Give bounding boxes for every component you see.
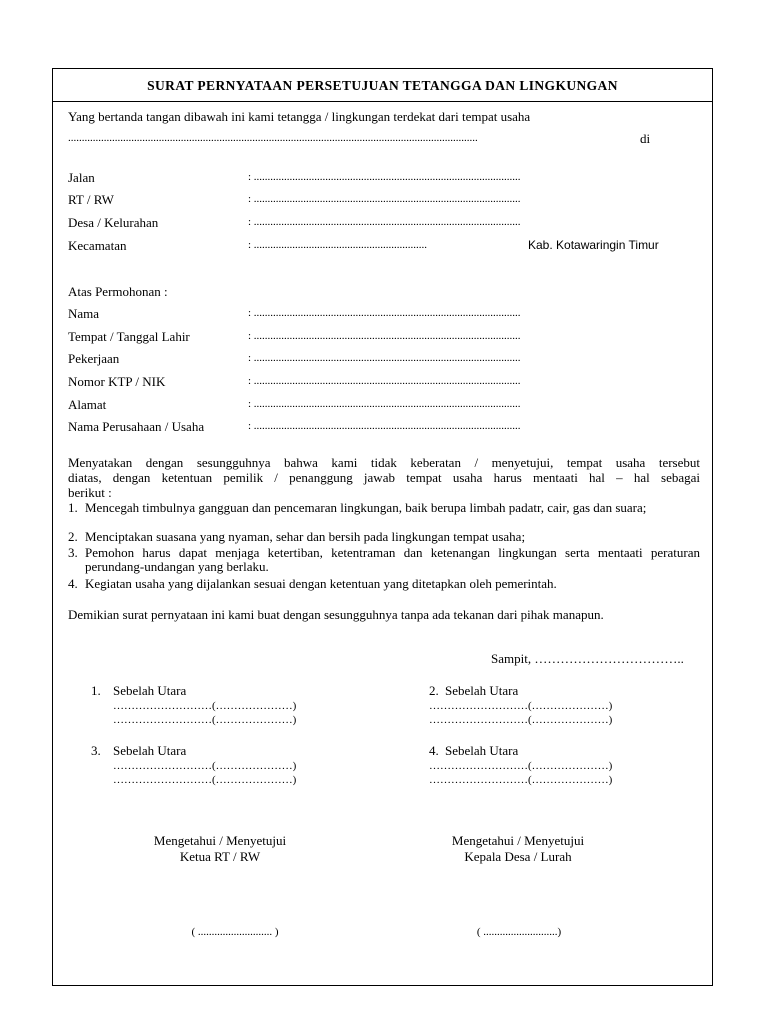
- field-value-ttl: : .................................................................................................: [248, 330, 521, 342]
- field-label-ttl: Tempat / Tanggal Lahir: [68, 329, 190, 344]
- neighbor-number: 4.: [429, 743, 439, 758]
- applicant-heading: Atas Permohonan :: [68, 284, 168, 299]
- field-value-kecamatan: : ...............................................................: [248, 239, 428, 251]
- neighbor-label: Sebelah Utara: [445, 683, 519, 698]
- field-value-nama: : .................................................................................................: [248, 307, 521, 319]
- condition-text: Pemohon harus dapat menjaga ketertiban, ketentraman dan ketenangan lingkungan serta mentaati peraturan perundang-undangan yang berlaku.: [85, 545, 700, 574]
- approval-rt-heading: Mengetahui / Menyetujui: [153, 833, 287, 848]
- field-value-perusahaan: : .................................................................................................: [248, 420, 521, 432]
- approval-lurah-heading: Mengetahui / Menyetujui: [451, 833, 585, 848]
- neighbor-label: Sebelah Utara: [113, 743, 187, 758]
- neighbor-number: 1.: [91, 683, 101, 698]
- neighbor-signature-line: ………………………(…………………): [113, 714, 297, 726]
- field-value-pekerjaan: : .................................................................................................: [248, 352, 521, 364]
- statement-line-2: diatas, dengan ketentuan pemilik / penanggung jawab tempat usaha harus mentaati hal – hal sebagai: [68, 470, 700, 485]
- field-value-jalan: : .................................................................................................: [248, 171, 521, 183]
- neighbor-signature-line: ………………………(…………………): [429, 714, 613, 726]
- field-label-desa: Desa / Kelurahan: [68, 215, 159, 230]
- neighbor-signature-line: ………………………(…………………): [113, 760, 297, 772]
- condition-number: 3.: [68, 545, 78, 560]
- field-label-rt-rw: RT / RW: [68, 192, 114, 207]
- approval-lurah-signature: ( ...........................): [476, 926, 562, 938]
- field-value-rt-rw: : .................................................................................................: [248, 193, 521, 205]
- condition-number: 2.: [68, 529, 78, 544]
- neighbor-label: Sebelah Utara: [113, 683, 187, 698]
- closing-text: Demikian surat pernyataan ini kami buat dengan sesungguhnya tanpa ada tekanan dari pihak manapun.: [68, 607, 604, 622]
- intro-text: Yang bertanda tangan dibawah ini kami tetangga / lingkungan terdekat dari tempat usaha: [68, 109, 531, 124]
- condition-text: Menciptakan suasana yang nyaman, sehar dan bersih pada lingkungan tempat usaha;: [85, 529, 526, 544]
- field-value-alamat: : .................................................................................................: [248, 398, 521, 410]
- neighbor-number: 2.: [429, 683, 439, 698]
- field-label-ktp: Nomor KTP / NIK: [68, 374, 166, 389]
- intro-di: di: [640, 131, 651, 146]
- condition-number: 4.: [68, 576, 78, 591]
- field-label-pekerjaan: Pekerjaan: [68, 351, 120, 366]
- neighbor-signature-line: ………………………(…………………): [113, 774, 297, 786]
- field-label-perusahaan: Nama Perusahaan / Usaha: [68, 419, 205, 434]
- neighbor-signature-line: ………………………(…………………): [429, 700, 613, 712]
- approval-rt-signature: ( ........................... ): [191, 926, 279, 938]
- field-label-jalan: Jalan: [68, 170, 95, 185]
- field-value-ktp: : .................................................................................................: [248, 375, 521, 387]
- neighbor-signature-line: ………………………(…………………): [429, 760, 613, 772]
- neighbor-signature-line: ………………………(…………………): [429, 774, 613, 786]
- statement-line-1: Menyatakan dengan sesungguhnya bahwa kami tidak keberatan / menyetujui, tempat usaha tersebut: [68, 455, 700, 470]
- approval-lurah-title: Kepala Desa / Lurah: [464, 849, 572, 864]
- neighbor-label: Sebelah Utara: [445, 743, 519, 758]
- field-label-kecamatan: Kecamatan: [68, 238, 127, 253]
- business-location-dots: .....................................................................................................................................................: [68, 132, 478, 144]
- field-label-alamat: Alamat: [68, 397, 107, 412]
- field-value-desa: : .................................................................................................: [248, 216, 521, 228]
- document-title: SURAT PERNYATAAN PERSETUJUAN TETANGGA DAN LINGKUNGAN: [52, 68, 713, 102]
- neighbor-number: 3.: [91, 743, 101, 758]
- statement-line-3: berikut :: [68, 485, 112, 500]
- field-label-nama: Nama: [68, 306, 100, 321]
- condition-text: Mencegah timbulnya gangguan dan pencemaran lingkungan, baik berupa limbah padatr, cair, gas dan suara;: [85, 500, 647, 515]
- kabupaten-text: Kab. Kotawaringin Timur: [528, 238, 659, 252]
- approval-rt-title: Ketua RT / RW: [179, 849, 261, 864]
- condition-number: 1.: [68, 500, 78, 515]
- place-date: Sampit, ……………………………..: [491, 651, 684, 666]
- condition-text: Kegiatan usaha yang dijalankan sesuai dengan ketentuan yang ditetapkan oleh pemerintah.: [85, 576, 557, 591]
- neighbor-signature-line: ………………………(…………………): [113, 700, 297, 712]
